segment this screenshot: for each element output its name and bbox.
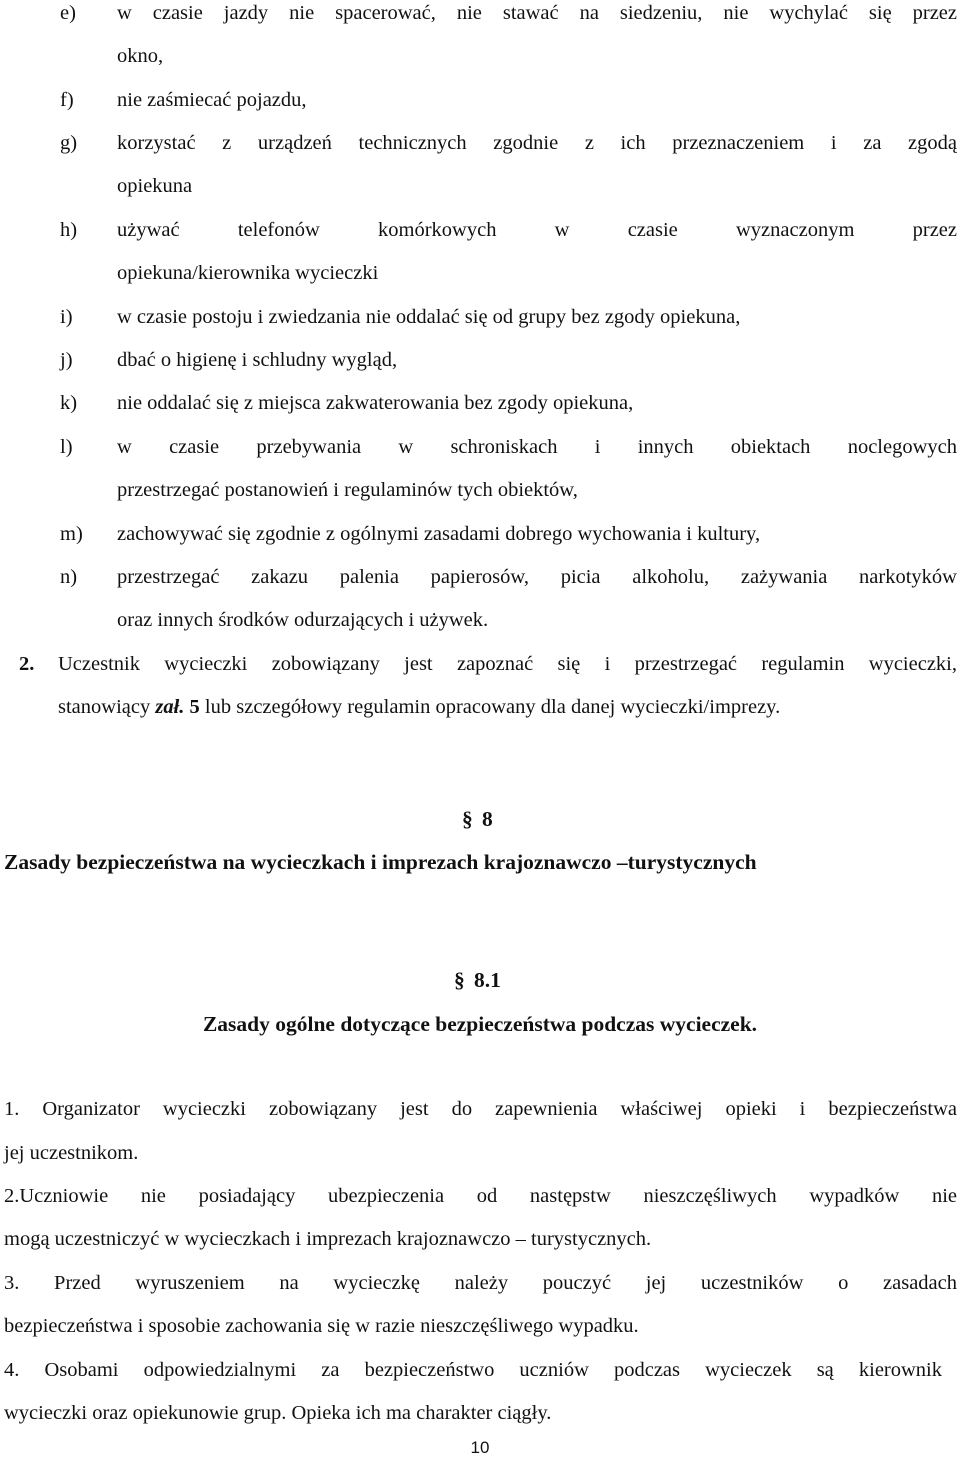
list-text: okno, (117, 45, 164, 67)
section-sign: § (454, 968, 465, 992)
list-text: zachowywać się zgodnie z ogólnymi zasadami dobrego wychowania i kultury, (117, 523, 761, 545)
list-label: i) (60, 306, 73, 328)
attachment-number: 5 (184, 696, 200, 718)
section-number: 8 (482, 807, 493, 831)
point-text-start: stanowiący (58, 696, 156, 718)
list-label: n) (60, 566, 78, 588)
page-number: 10 (470, 1438, 490, 1457)
section-number: 8.1 (474, 968, 501, 992)
paragraph-text: mogą uczestniczyć w wycieczkach i imprezach krajoznawczo – turystycznych. (4, 1228, 652, 1250)
list-text: w czasie jazdy nie spacerować, nie stawać na siedzeniu, nie wychylać się przez (117, 2, 957, 24)
list-label: f) (60, 89, 74, 111)
list-label: j) (60, 349, 73, 371)
list-text: nie zaśmiecać pojazdu, (117, 89, 307, 111)
point-text-continued (58, 694, 780, 720)
point-text: Uczestnik wycieczki zobowiązany jest zapoznać się i przestrzegać regulamin wycieczki, (58, 653, 957, 675)
point-number: 2. (19, 653, 35, 675)
list-label: e) (60, 2, 76, 24)
list-text: opiekuna/kierownika wycieczki (117, 262, 379, 284)
list-label: k) (60, 392, 78, 414)
list-text: dbać o higienę i schludny wygląd, (117, 349, 398, 371)
paragraph-text: 2.Uczniowie nie posiadający ubezpieczenia od następstw nieszczęśliwych wypadków nie (4, 1185, 957, 1207)
list-text: oraz innych środków odurzających i używek. (117, 609, 489, 631)
list-label: h) (60, 219, 78, 241)
list-text: nie oddalać się z miejsca zakwaterowania bez zgody opiekuna, (117, 392, 634, 414)
section-title: Zasady ogólne dotyczące bezpieczeństwa podczas wycieczek. (202, 1012, 758, 1036)
list-label: l) (60, 436, 73, 458)
list-text: opiekuna (117, 175, 193, 197)
paragraph-text: 1. Organizator wycieczki zobowiązany jest do zapewnienia właściwej opieki i bezpieczeństwa (4, 1098, 957, 1120)
list-label: m) (60, 523, 83, 545)
list-text: w czasie przebywania w schroniskach i innych obiektach noclegowych (117, 436, 957, 458)
section-sign: § (462, 807, 473, 831)
paragraph-text: 4. Osobami odpowiedzialnymi za bezpieczeństwo uczniów podczas wycieczek są kierownik (4, 1359, 942, 1381)
point-text-end: lub szczegółowy regulamin opracowany dla danej wycieczki/imprezy. (199, 696, 781, 718)
section-title: Zasady bezpieczeństwa na wycieczkach i imprezach krajoznawczo –turystycznych (4, 850, 757, 874)
list-text: przestrzegać postanowień i regulaminów tych obiektów, (117, 479, 578, 501)
paragraph-text: wycieczki oraz opiekunowie grup. Opieka ich ma charakter ciągły. (4, 1402, 552, 1424)
paragraph-text: jej uczestnikom. (4, 1142, 139, 1164)
list-text: używać telefonów komórkowych w czasie wyznaczonym przez (117, 219, 957, 241)
list-label: g) (60, 132, 78, 154)
paragraph-text: 3. Przed wyruszeniem na wycieczkę należy pouczyć jej uczestników o zasadach (4, 1272, 957, 1294)
list-text: przestrzegać zakazu palenia papierosów, picia alkoholu, zażywania narkotyków (117, 566, 957, 588)
attachment-ref: zał. (155, 696, 185, 718)
list-text: korzystać z urządzeń technicznych zgodnie z ich przeznaczeniem i za zgodą (117, 132, 957, 154)
list-text: w czasie postoju i zwiedzania nie oddalać się od grupy bez zgody opiekuna, (117, 306, 741, 328)
paragraph-text: bezpieczeństwa i sposobie zachowania się w razie nieszczęśliwego wypadku. (4, 1315, 639, 1337)
